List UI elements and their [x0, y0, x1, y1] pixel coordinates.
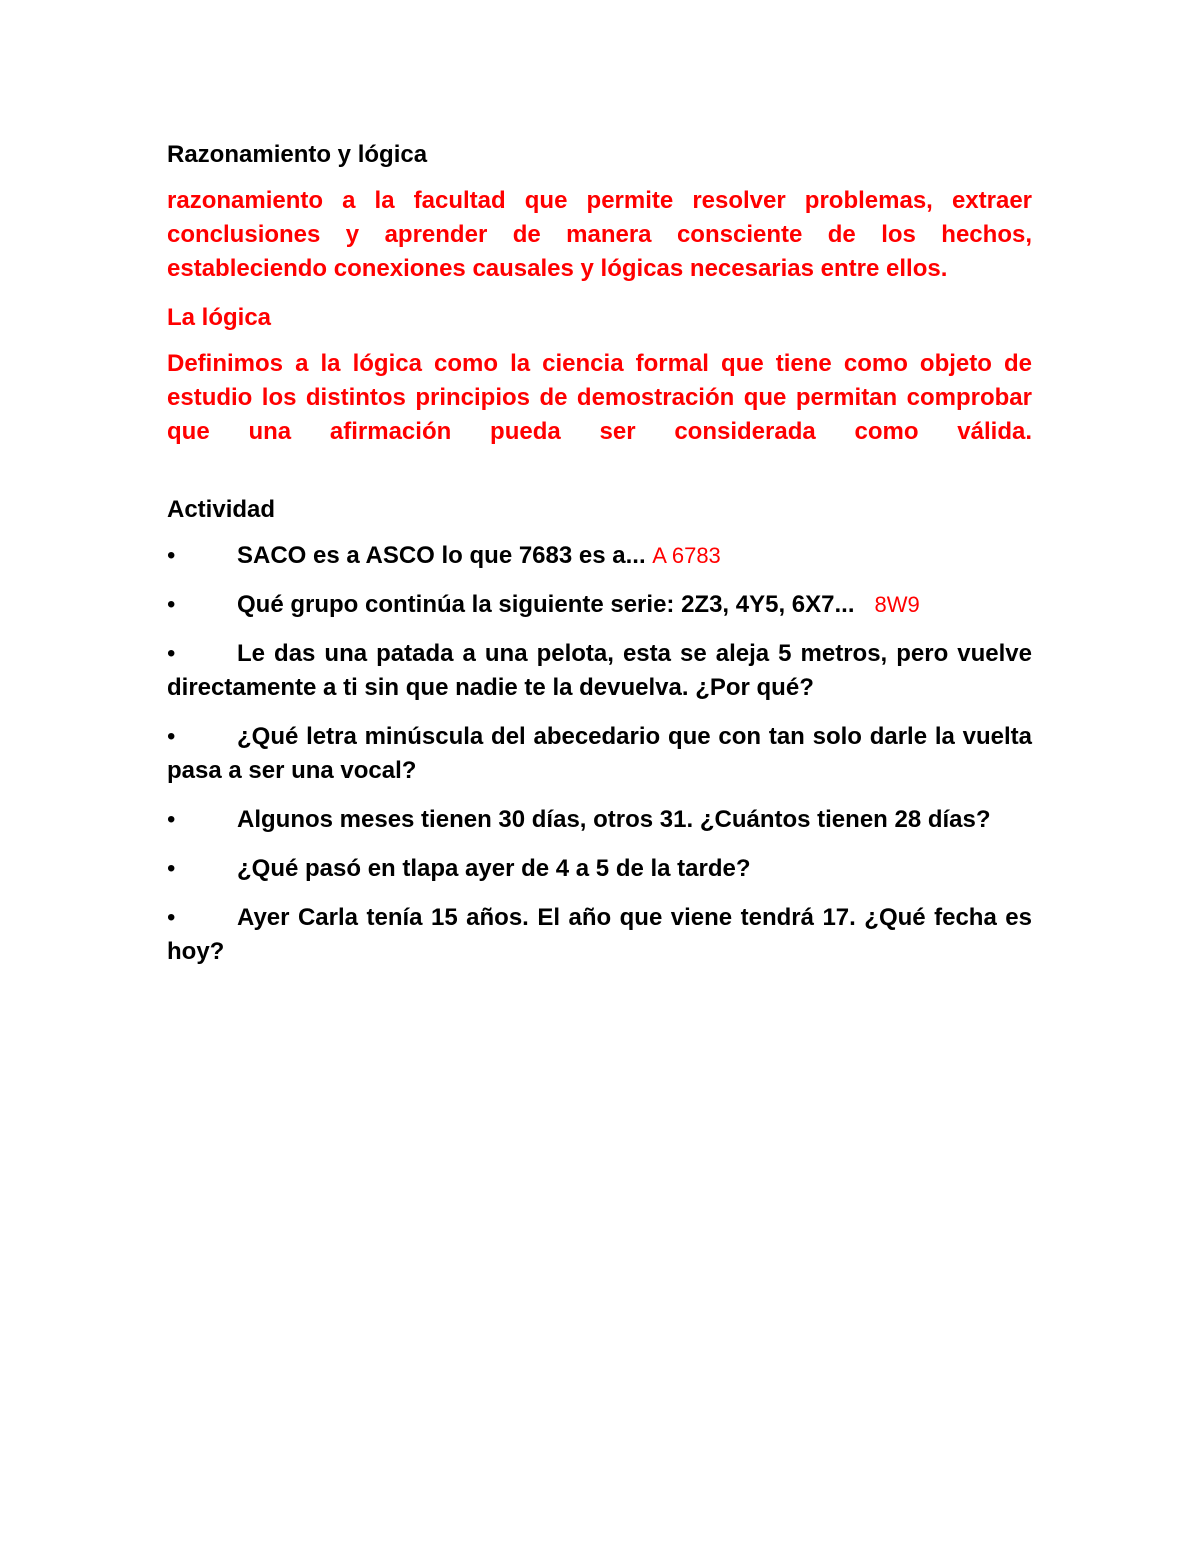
list-item: [167, 901, 1032, 969]
item-text: Qué grupo continúa la siguiente serie: 2Z3, 4Y5, 6X7...: [237, 591, 855, 618]
list-item: [167, 539, 1032, 573]
page-title: Razonamiento y lógica: [167, 141, 428, 168]
logic-definition: Definimos a la lógica como la ciencia formal que tiene como objeto de estudio los distintos principios de demostración que permitan comprobar que una afirmación pueda ser considerada como válida.: [167, 350, 1032, 445]
item-answer: 8W9: [874, 592, 920, 617]
item-text: ¿Qué letra minúscula del abecedario que con tan solo darle la vuelta pasa a ser una vocal?: [167, 723, 1032, 784]
list-item: [167, 852, 1032, 886]
activity-heading: Actividad: [167, 496, 276, 523]
bullet-glyph: •: [167, 855, 176, 882]
bullet-glyph: •: [167, 723, 176, 750]
bullet-glyph: •: [167, 806, 176, 833]
list-item: [167, 803, 1032, 837]
bullet-glyph: •: [167, 591, 176, 618]
item-text: Algunos meses tienen 30 días, otros 31. ¿Cuántos tienen 28 días?: [237, 806, 991, 833]
bullet-glyph: •: [167, 542, 176, 569]
list-item: [167, 637, 1032, 705]
reasoning-definition: razonamiento a la facultad que permite resolver problemas, extraer conclusiones y aprender de manera consciente de los hechos, estableciendo conexiones causales y lógicas necesarias entre ellos.: [167, 187, 1032, 282]
item-text: SACO es a ASCO lo que 7683 es a...: [237, 542, 646, 569]
item-text: ¿Qué pasó en tlapa ayer de 4 a 5 de la tarde?: [237, 855, 751, 882]
item-text: Ayer Carla tenía 15 años. El año que viene tendrá 17. ¿Qué fecha es hoy?: [167, 904, 1032, 965]
document-page: [167, 138, 1032, 984]
bullet-glyph: •: [167, 904, 176, 931]
item-answer: A 6783: [652, 543, 721, 568]
list-item: [167, 588, 1032, 622]
bullet-glyph: •: [167, 640, 176, 667]
list-item: [167, 720, 1032, 788]
logic-heading: La lógica: [167, 304, 272, 331]
item-text: Le das una patada a una pelota, esta se aleja 5 metros, pero vuelve directamente a ti sin que nadie te la devuelva. ¿Por qué?: [167, 640, 1032, 701]
section-spacer: [167, 464, 1032, 493]
